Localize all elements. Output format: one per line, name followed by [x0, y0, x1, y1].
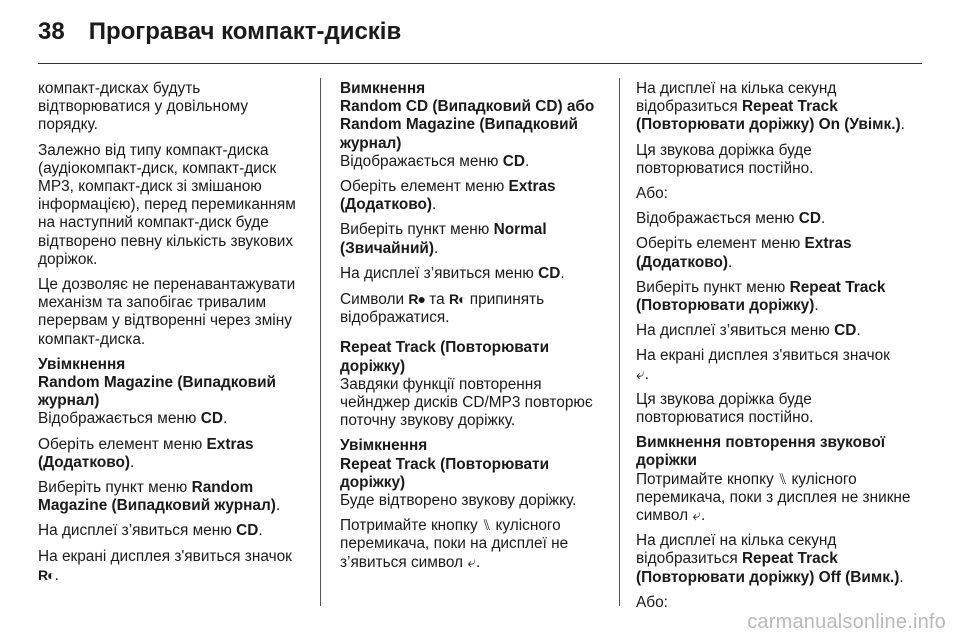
step-text: На дисплеї з’явиться меню	[38, 522, 237, 540]
punctuation: .	[54, 566, 59, 584]
punctuation: .	[524, 152, 530, 170]
step-text: Відображається меню	[38, 410, 201, 428]
watermark: carmanualsonline.info	[747, 611, 946, 633]
page-title: Програвач компакт-дисків	[88, 18, 402, 45]
punctuation: .	[900, 116, 905, 134]
step-text: Потримайте кнопку	[340, 517, 482, 535]
punctuation: .	[700, 507, 706, 525]
step-text: На дисплеї з’явиться меню	[340, 264, 539, 282]
menu-item-name: Extras (Додатково)	[340, 178, 556, 214]
step	[636, 322, 916, 340]
menu-name: CD	[502, 152, 525, 170]
step-text: На дисплеї з’явиться меню	[636, 322, 835, 340]
repeat-icon: ⤶	[692, 507, 701, 525]
step-text: припинять відображатися.	[340, 291, 545, 327]
step	[340, 290, 612, 327]
step-text: Виберіть пункт меню	[38, 479, 192, 497]
step	[636, 279, 916, 315]
step-text: На дисплеї на кілька секунд відобразиться	[636, 80, 837, 116]
section-subheading: Random Magazine (Випадковий журнал)	[38, 374, 276, 410]
step-text: Виберіть пункт меню	[636, 278, 790, 296]
step-text: Відображається меню	[636, 210, 799, 228]
punctuation: .	[820, 210, 826, 228]
menu-item-name: Extras (Додатково)	[636, 235, 852, 271]
random-cd-icon: R●	[408, 291, 425, 308]
column-divider-1	[320, 78, 321, 606]
step	[636, 235, 916, 271]
section-subheading: Random CD (Випадковий CD) або Random Magazine (Випадковий журнал)	[340, 98, 595, 152]
menu-item-name: Extras (Додатково)	[38, 435, 254, 471]
page-header	[38, 12, 401, 52]
punctuation: .	[475, 553, 481, 571]
punctuation: .	[258, 522, 263, 540]
punctuation: .	[728, 253, 733, 271]
paragraph: Або:	[636, 185, 668, 203]
paragraph: Завдяки функції повторення чейнджер дисків CD/MP3 повторює поточну звукову доріжку.	[340, 375, 593, 430]
rocker-switch-icon: ⑊	[777, 470, 788, 488]
step-text: Відображається меню	[340, 152, 503, 170]
column-1	[38, 80, 308, 592]
step-text: Оберіть елемент меню	[340, 178, 509, 196]
step	[38, 436, 308, 472]
punctuation: .	[434, 239, 439, 257]
repeat-icon: ⤶	[636, 365, 645, 383]
random-magazine-icon: R◐	[38, 566, 55, 583]
punctuation: .	[560, 264, 565, 282]
punctuation: .	[899, 568, 904, 586]
paragraph	[636, 471, 916, 526]
column-3	[636, 80, 916, 619]
step-text: кулісного перемикача, поки з дисплея не зникне символ	[636, 470, 911, 525]
paragraph: Ця звукова доріжка буде повторюватися постійно.	[636, 141, 814, 177]
random-magazine-icon: R◐	[448, 291, 466, 308]
display-message: Repeat Track (Повторювати доріжку) Off (Вимк.)	[636, 550, 900, 586]
step	[636, 210, 916, 228]
menu-item-name: Repeat Track (Повторювати доріжку)	[636, 278, 886, 315]
punctuation: .	[432, 196, 437, 214]
section-heading: Вимкнення	[340, 80, 426, 97]
step-text: На екрані дисплея з'явиться значок	[636, 347, 890, 365]
menu-name: CD	[798, 210, 821, 228]
paragraph: Це дозволяє не перенавантажувати механізм та запобігає тривалим перервам у відтворенні через зміну компакт-диска.	[38, 276, 296, 348]
step-text: та	[424, 291, 449, 309]
punctuation: .	[814, 297, 819, 315]
menu-item-name: Random Magazine (Випадковий журнал)	[38, 479, 276, 515]
step-text: На дисплеї на кілька секунд відобразиться	[636, 532, 837, 568]
step-text: Оберіть елемент меню	[38, 435, 207, 453]
step	[38, 522, 308, 540]
menu-name: CD	[236, 522, 259, 540]
paragraph: Буде відтворено звукову доріжку.	[340, 492, 577, 510]
step-text: Символи	[340, 291, 409, 309]
paragraph: компакт-дисках будуть відтворюватися у довільному порядку.	[38, 80, 249, 134]
punctuation: .	[222, 410, 228, 428]
step-text: Виберіть пункт меню	[340, 221, 494, 239]
repeat-icon: ⤶	[467, 553, 476, 571]
step-text: Потримайте кнопку	[636, 470, 778, 488]
step	[340, 265, 612, 283]
step	[38, 479, 308, 515]
menu-name: CD	[200, 410, 223, 428]
punctuation: .	[856, 322, 861, 340]
page-number: 38	[38, 18, 65, 45]
section-subheading: Repeat Track (Повторювати доріжку)	[340, 455, 550, 491]
step	[340, 221, 612, 257]
step	[38, 548, 308, 585]
paragraph	[636, 80, 916, 135]
section-heading: Увімкнення	[340, 437, 428, 455]
display-message: Repeat Track (Повторювати доріжку) On (Увімк.)	[636, 98, 901, 134]
paragraph: Або:	[636, 593, 668, 611]
header-divider	[38, 63, 922, 64]
section-heading: Увімкнення	[38, 355, 126, 373]
punctuation: .	[644, 365, 649, 383]
paragraph: Залежно від типу компакт-диска (аудіокомпакт-диск, компакт-диск MP3, компакт-диск зі змішаною інформацією), перед перемиканням на наступний компакт-диск буде відтворено певну кількість звукових доріжок.	[38, 141, 296, 268]
menu-name: CD	[834, 322, 857, 340]
section-heading: Repeat Track (Повторювати доріжку)	[340, 339, 550, 375]
punctuation: .	[275, 497, 281, 515]
section-heading: Вимкнення повторення звукової доріжки	[636, 434, 886, 470]
paragraph	[340, 517, 612, 572]
rocker-switch-icon: ⑊	[481, 517, 492, 535]
paragraph	[636, 532, 916, 587]
menu-item-name: Normal (Звичайний)	[340, 221, 547, 257]
column-2	[340, 80, 612, 579]
column-divider-2	[619, 78, 620, 606]
step	[636, 347, 916, 383]
menu-name: CD	[538, 264, 561, 282]
step	[340, 178, 612, 214]
punctuation: .	[130, 453, 135, 471]
step	[38, 410, 308, 428]
step-text: На екрані дисплея з'явиться значок	[38, 547, 292, 565]
step-text: кулісного перемикача, поки на дисплеї не з’явиться символ	[340, 517, 569, 571]
step-text: Оберіть елемент меню	[636, 235, 805, 253]
step	[340, 153, 612, 171]
paragraph: Ця звукова доріжка буде повторюватися постійно.	[636, 390, 814, 427]
